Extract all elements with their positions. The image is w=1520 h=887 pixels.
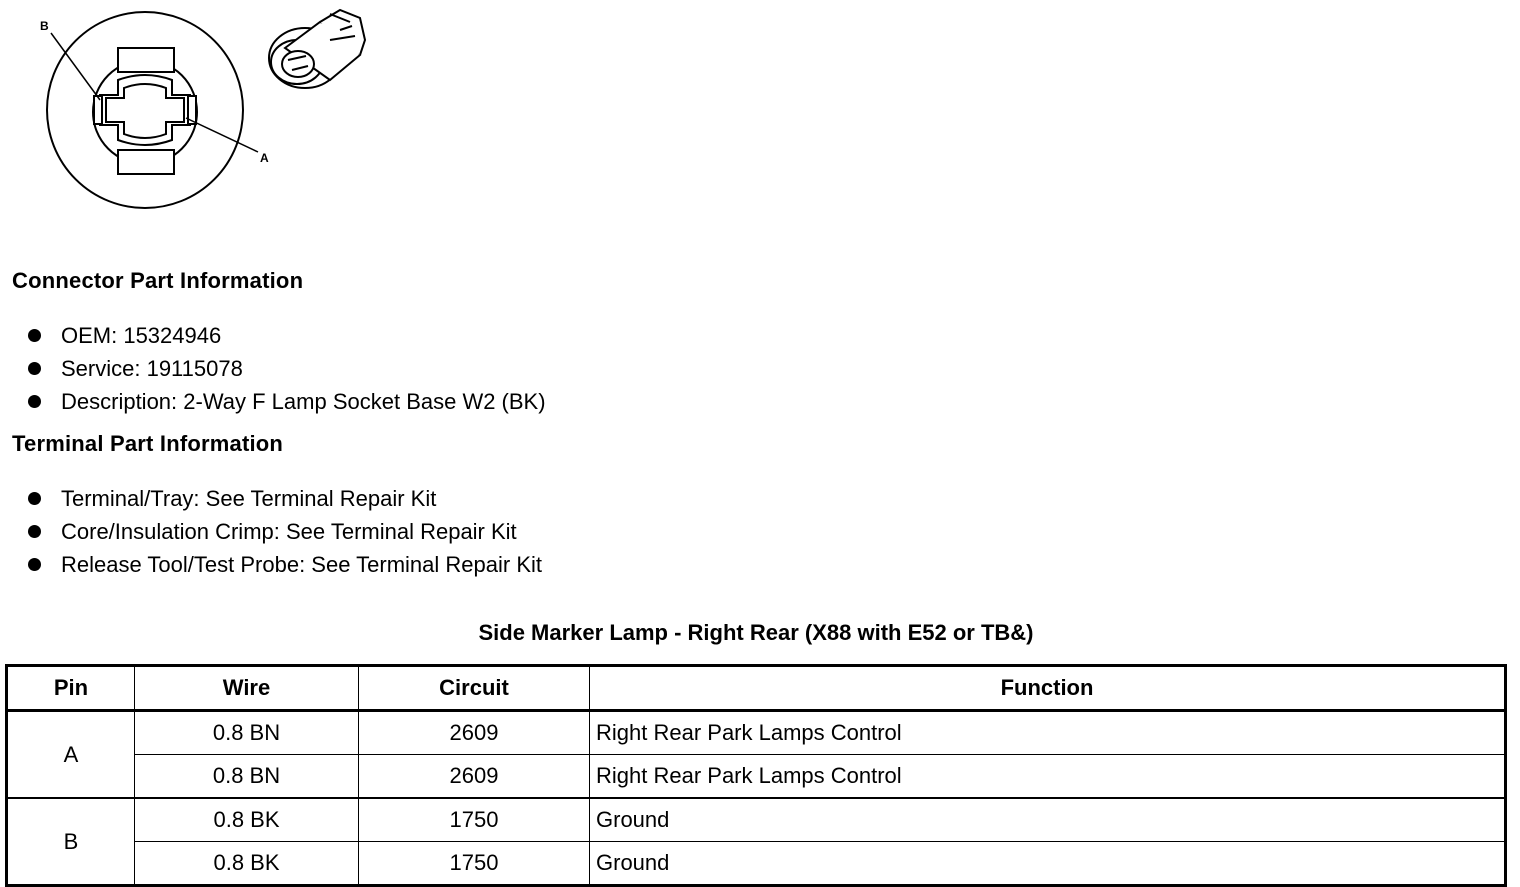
wire-cell: 0.8 BK [135, 798, 359, 842]
terminal-b [94, 96, 102, 124]
connector-diagram [30, 0, 380, 220]
wire-cell: 0.8 BK [135, 842, 359, 886]
table-title: Side Marker Lamp - Right Rear (X88 with E52 or TB&) [478, 620, 1034, 645]
header-function: Function [590, 666, 1506, 711]
pinout-table [5, 664, 1507, 887]
connector-info-list [28, 319, 546, 418]
bullet-icon [28, 525, 41, 538]
pin-cell: A [7, 711, 135, 799]
function-cell: Right Rear Park Lamps Control [590, 711, 1506, 755]
connector-info-heading: Connector Part Information [12, 268, 304, 293]
header-wire: Wire [135, 666, 359, 711]
socket-isometric-view [269, 10, 365, 88]
list-item: Core/Insulation Crimp: See Terminal Repair Kit [28, 515, 542, 548]
function-cell: Ground [590, 842, 1506, 886]
leader-a [186, 118, 258, 152]
terminal-info-heading: Terminal Part Information [12, 431, 284, 456]
bullet-icon [28, 329, 41, 342]
center-key [100, 75, 190, 145]
circuit-cell: 2609 [359, 755, 590, 799]
terminal-info-list [28, 482, 542, 581]
bullet-icon [28, 362, 41, 375]
table-header-row [7, 666, 1506, 711]
list-item: OEM: 15324946 [28, 319, 546, 352]
bullet-icon [28, 395, 41, 408]
list-item: Description: 2-Way F Lamp Socket Base W2 (BK) [28, 385, 546, 418]
pin-group-a [7, 711, 1506, 799]
label-a: A [260, 151, 269, 165]
list-item: Service: 19115078 [28, 352, 546, 385]
table-row [7, 755, 1506, 799]
table-row [7, 798, 1506, 842]
header-pin: Pin [7, 666, 135, 711]
list-item: Terminal/Tray: See Terminal Repair Kit [28, 482, 542, 515]
table-row [7, 842, 1506, 886]
function-cell: Right Rear Park Lamps Control [590, 755, 1506, 799]
list-item: Release Tool/Test Probe: See Terminal Repair Kit [28, 548, 542, 581]
lower-latch-tab [118, 150, 174, 174]
pin-group-b [7, 798, 1506, 886]
circuit-cell: 2609 [359, 711, 590, 755]
wire-cell: 0.8 BN [135, 755, 359, 799]
leader-b [51, 33, 100, 100]
function-cell: Ground [590, 798, 1506, 842]
pin-cell: B [7, 798, 135, 886]
bullet-icon [28, 558, 41, 571]
upper-latch-tab [118, 48, 174, 72]
bullet-icon [28, 492, 41, 505]
circuit-cell: 1750 [359, 842, 590, 886]
label-b: B [40, 19, 49, 33]
header-circuit: Circuit [359, 666, 590, 711]
circuit-cell: 1750 [359, 798, 590, 842]
wire-cell: 0.8 BN [135, 711, 359, 755]
table-row [7, 711, 1506, 755]
